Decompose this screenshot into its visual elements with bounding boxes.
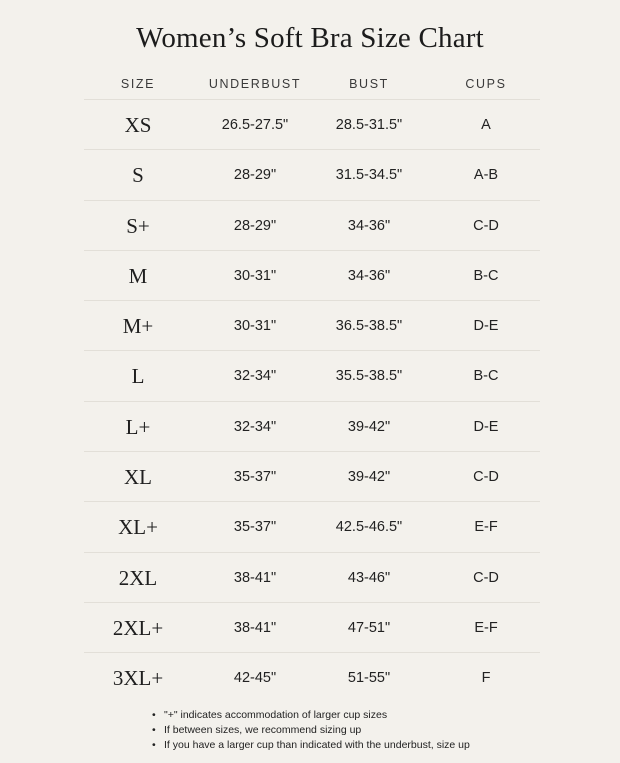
underbust-cell: 35-37"	[233, 519, 277, 536]
header-size: SIZE	[120, 77, 156, 91]
cups-cell: D-E	[473, 418, 499, 435]
underbust-cell: 30-31"	[233, 267, 277, 284]
bullet-icon: •	[152, 739, 156, 751]
table-row	[84, 603, 540, 653]
page-title: Women’s Soft Bra Size Chart	[136, 22, 484, 54]
note-item	[152, 738, 470, 753]
table-row	[84, 402, 540, 452]
bust-cell: 34-36"	[347, 267, 391, 284]
header-bust: BUST	[349, 77, 389, 91]
underbust-cell: 38-41"	[233, 569, 277, 586]
bust-cell: 42.5-46.5"	[335, 519, 403, 536]
underbust-cell: 42-45"	[233, 670, 277, 687]
bust-cell: 51-55"	[347, 670, 391, 687]
table-row	[84, 351, 540, 401]
bust-cell: 39-42"	[347, 418, 391, 435]
note-item	[152, 723, 470, 738]
size-cell: XL	[124, 465, 152, 490]
table-row	[84, 553, 540, 603]
underbust-cell: 28-29"	[233, 217, 277, 234]
cups-cell: C-D	[473, 217, 499, 234]
size-cell: 3XL+	[112, 666, 164, 691]
note-text: If between sizes, we recommend sizing up	[164, 724, 362, 736]
size-cell: L	[131, 364, 145, 389]
cups-cell: B-C	[473, 368, 499, 385]
cups-cell: C-D	[473, 469, 499, 486]
cups-cell: A-B	[473, 167, 499, 184]
table-row	[84, 251, 540, 301]
table-row	[84, 201, 540, 251]
cups-cell: B-C	[473, 267, 499, 284]
underbust-cell: 32-34"	[233, 368, 277, 385]
underbust-cell: 38-41"	[233, 619, 277, 636]
table-row	[84, 301, 540, 351]
size-cell: 2XL+	[112, 615, 164, 640]
bust-cell: 34-36"	[347, 217, 391, 234]
cups-cell: F	[481, 670, 491, 687]
underbust-cell: 35-37"	[233, 469, 277, 486]
table-row	[84, 100, 540, 150]
size-cell: 2XL	[118, 565, 158, 590]
size-cell: S	[132, 163, 144, 188]
size-cell: M	[128, 263, 148, 288]
bust-cell: 39-42"	[347, 469, 391, 486]
note-item	[152, 708, 470, 723]
table-row	[84, 502, 540, 552]
underbust-cell: 28-29"	[233, 167, 277, 184]
bust-cell: 36.5-38.5"	[335, 318, 403, 335]
size-notes	[152, 708, 470, 753]
bust-cell: 47-51"	[347, 619, 391, 636]
header-underbust: UNDERBUST	[208, 77, 302, 91]
bust-cell: 35.5-38.5"	[335, 368, 403, 385]
size-cell: M+	[122, 314, 154, 339]
cups-cell: E-F	[474, 619, 498, 636]
size-cell: L+	[125, 414, 151, 439]
table-row	[84, 150, 540, 200]
table-header	[84, 69, 540, 100]
bust-cell: 43-46"	[347, 569, 391, 586]
cups-cell: C-D	[473, 569, 499, 586]
cups-cell: A	[481, 117, 491, 133]
bust-cell: 28.5-31.5"	[335, 117, 403, 133]
size-cell: XL+	[118, 515, 158, 540]
table-row	[84, 653, 540, 703]
underbust-cell: 26.5-27.5"	[221, 117, 289, 133]
size-cell: XS	[124, 113, 152, 137]
underbust-cell: 30-31"	[233, 318, 277, 335]
header-cups: CUPS	[465, 77, 507, 91]
bust-cell: 31.5-34.5"	[335, 167, 403, 184]
table-row	[84, 452, 540, 502]
note-text: If you have a larger cup than indicated with the underbust, size up	[164, 739, 470, 751]
size-cell: S+	[126, 213, 150, 238]
cups-cell: D-E	[473, 318, 499, 335]
underbust-cell: 32-34"	[233, 418, 277, 435]
note-text: "+" indicates accommodation of larger cup sizes	[164, 709, 388, 721]
bullet-icon: •	[152, 709, 156, 721]
bullet-icon: •	[152, 724, 156, 736]
cups-cell: E-F	[474, 519, 498, 536]
size-chart-table	[84, 69, 540, 704]
